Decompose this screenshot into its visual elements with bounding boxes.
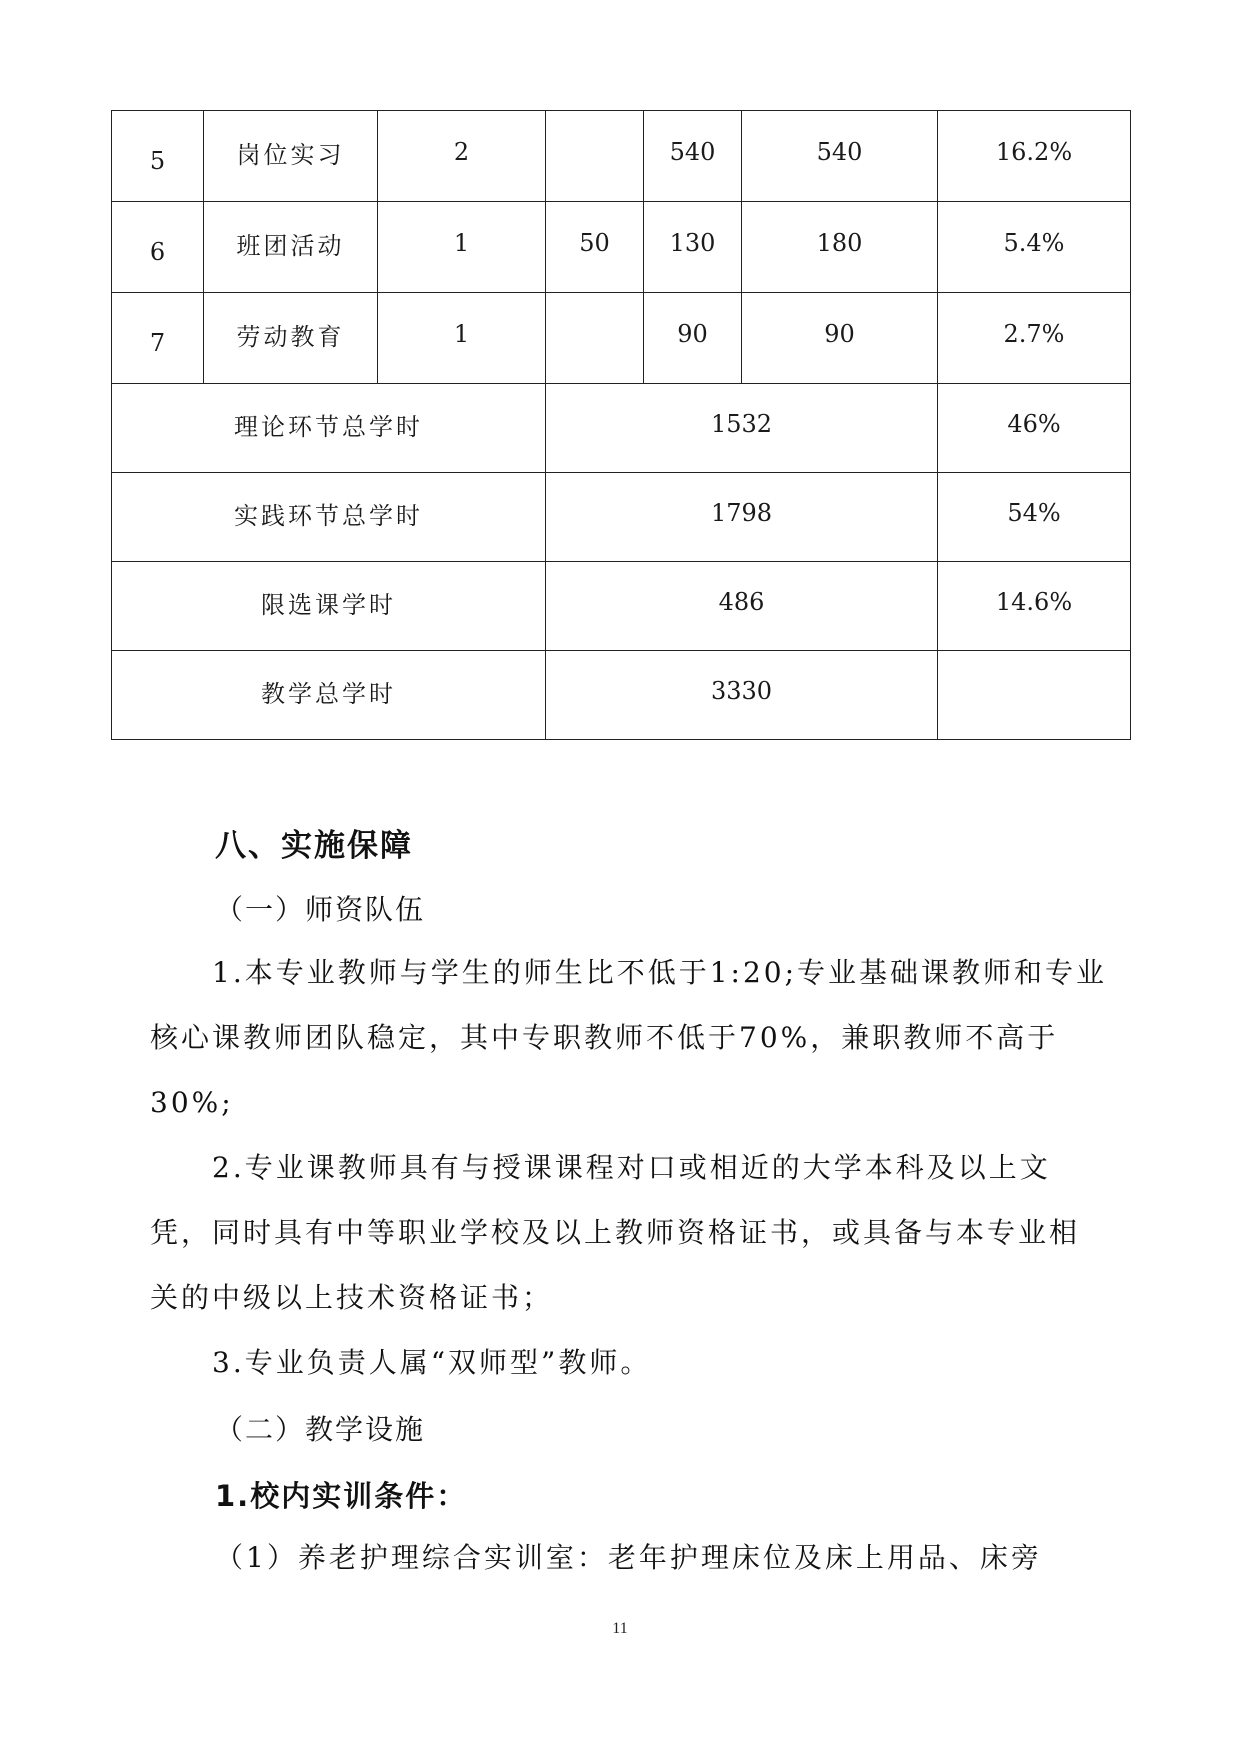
summary-ratio: 14.6%: [938, 562, 1131, 651]
theory-hours-cell: 50: [546, 202, 644, 293]
training-conditions-heading: 1.校内实训条件：: [215, 1479, 468, 1513]
summary-value: 1798: [546, 473, 938, 562]
course-name: 岗位实习: [204, 111, 378, 202]
theory-hours-cell: [546, 111, 644, 202]
teacher-item-2: 2.专业课教师具有与授课课程对口或相近的大学本科及以上文凭，同时具有中等职业学校及以上教师资格证书，或具备与本专业相关的中级以上技术资格证书；: [150, 1151, 1081, 1314]
row-number: 5: [112, 111, 204, 202]
training-room-item: （1）养老护理综合实训室：老年护理床位及床上用品、床旁: [215, 1541, 1042, 1574]
page-number: 11: [612, 1620, 628, 1637]
summary-ratio: 54%: [938, 473, 1131, 562]
table-row: [112, 202, 1131, 293]
summary-label: 实践环节总学时: [112, 473, 546, 562]
subsection-heading-teachers: （一）师资队伍: [215, 893, 426, 926]
summary-value: 486: [546, 562, 938, 651]
total-hours-cell: 180: [742, 202, 938, 293]
practice-hours-cell: 540: [644, 111, 742, 202]
summary-row: [112, 473, 1131, 562]
class-hours-table: [111, 110, 1131, 740]
ratio-cell: 5.4%: [938, 202, 1131, 293]
ratio-cell: 2.7%: [938, 293, 1131, 384]
summary-row: [112, 651, 1131, 740]
credits-cell: 1: [378, 293, 546, 384]
practice-hours-cell: 90: [644, 293, 742, 384]
summary-label: 限选课学时: [112, 562, 546, 651]
credits-cell: 1: [378, 202, 546, 293]
summary-row: [112, 562, 1131, 651]
summary-label: 理论环节总学时: [112, 384, 546, 473]
teacher-item-1: 1.本专业教师与学生的师生比不低于1:20;专业基础课教师和专业核心课教师团队稳定，其中专职教师不低于70%，兼职教师不高于30%;: [150, 956, 1108, 1119]
table-row: [112, 111, 1131, 202]
summary-label: 教学总学时: [112, 651, 546, 740]
summary-ratio: [938, 651, 1131, 740]
total-hours-cell: 540: [742, 111, 938, 202]
summary-ratio: 46%: [938, 384, 1131, 473]
theory-hours-cell: [546, 293, 644, 384]
teacher-item-3: 3.专业负责人属“双师型”教师。: [212, 1346, 652, 1379]
summary-row: [112, 384, 1131, 473]
total-hours-cell: 90: [742, 293, 938, 384]
practice-hours-cell: 130: [644, 202, 742, 293]
course-name: 劳动教育: [204, 293, 378, 384]
ratio-cell: 16.2%: [938, 111, 1131, 202]
row-number: 6: [112, 202, 204, 293]
subsection-heading-facilities: （二）教学设施: [215, 1413, 426, 1446]
credits-cell: 2: [378, 111, 546, 202]
row-number: 7: [112, 293, 204, 384]
summary-value: 1532: [546, 384, 938, 473]
section-heading: 八、实施保障: [215, 828, 413, 864]
table-row: [112, 293, 1131, 384]
summary-value: 3330: [546, 651, 938, 740]
course-name: 班团活动: [204, 202, 378, 293]
